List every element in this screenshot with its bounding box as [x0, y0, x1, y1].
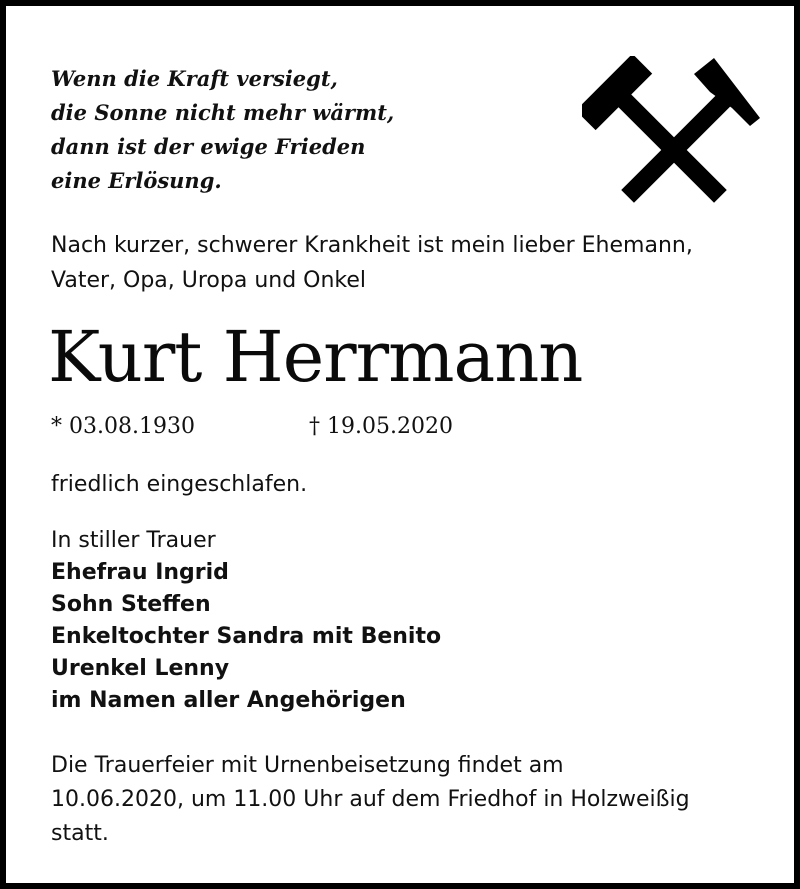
verse-line: eine Erlösung.: [51, 168, 222, 193]
mourner-name: Sohn Steffen: [51, 592, 211, 617]
mourner-name: Ehefrau Ingrid: [51, 560, 229, 585]
service-line: Die Trauerfeier mit Urnenbeisetzung findet am: [51, 753, 564, 778]
mourners-heading: In stiller Trauer: [51, 528, 216, 553]
death-date: † 19.05.2020: [309, 414, 453, 439]
verse-line: Wenn die Kraft versiegt,: [51, 66, 338, 91]
intro-line: Nach kurzer, schwerer Krankheit ist mein lieber Ehemann,: [51, 233, 693, 258]
crossed-hammers-icon: [582, 56, 766, 216]
verse-line: die Sonne nicht mehr wärmt,: [51, 100, 395, 125]
memorial-verse: [51, 62, 394, 198]
service-line: statt.: [51, 821, 109, 846]
service-line: 10.06.2020, um 11.00 Uhr auf dem Friedhof in Holzweißig: [51, 787, 690, 812]
life-dates: [51, 410, 453, 444]
verse-line: dann ist der ewige Frieden: [51, 134, 366, 159]
intro-line: Vater, Opa, Uropa und Onkel: [51, 268, 367, 293]
intro-text: [51, 228, 771, 298]
mourner-name: Enkeltochter Sandra mit Benito: [51, 624, 442, 649]
service-info: [51, 749, 781, 851]
mourners-block: [51, 525, 441, 717]
deceased-name: Kurt Herrmann: [48, 316, 583, 398]
mourner-name: im Namen aller Angehörigen: [51, 688, 406, 713]
passing-note: friedlich eingeschlafen.: [51, 472, 308, 497]
mourner-name: Urenkel Lenny: [51, 656, 230, 681]
birth-date: * 03.08.1930: [51, 414, 195, 439]
